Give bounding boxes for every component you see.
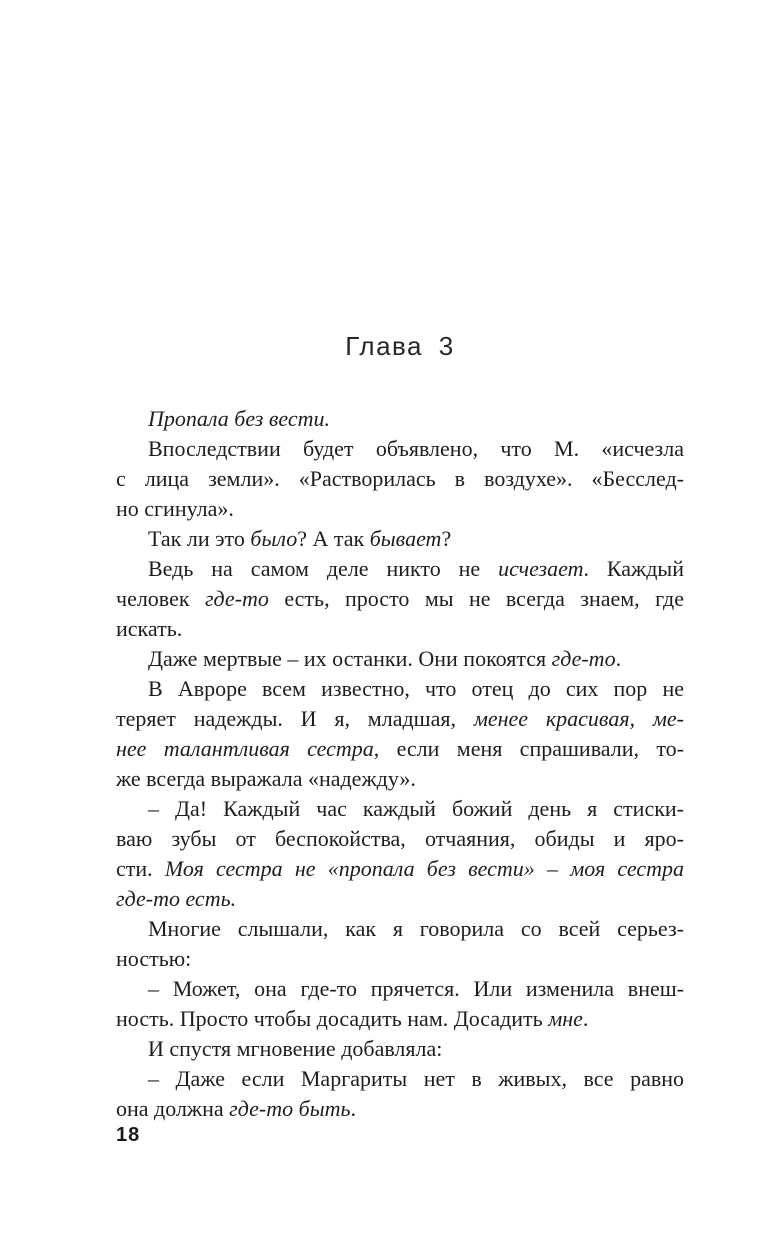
text-segment: сти.: [116, 856, 165, 881]
text-segment: , если меня спрашивали, то-: [373, 736, 684, 761]
page-number: 18: [116, 1124, 141, 1146]
text-segment: ваю зубы от беспокойства, отчаяния, обиды и яро-: [116, 826, 684, 851]
italic-text-segment: Моя сестра не «пропала без вести» – моя сестра: [164, 856, 684, 881]
text-segment: она должна: [116, 1096, 230, 1121]
text-line: [116, 944, 684, 974]
text-segment: – Даже если Маргариты нет в живых, все равно: [148, 1066, 684, 1091]
text-line: [116, 974, 684, 1004]
text-block: [116, 404, 684, 1124]
text-line: [116, 704, 684, 734]
italic-text-segment: нее талантливая сестра: [116, 736, 374, 761]
text-line: [116, 734, 684, 764]
text-segment: . Каждый: [583, 556, 684, 581]
text-line: [116, 554, 684, 584]
text-line: [116, 464, 684, 494]
italic-text-segment: Пропала без вести.: [148, 406, 331, 431]
text-line: [116, 914, 684, 944]
text-segment: .: [350, 1096, 356, 1121]
italic-text-segment: мне: [548, 1006, 583, 1031]
text-segment: с лица земли». «Растворилась в воздухе». «Бесслед-: [116, 466, 684, 491]
text-line: [116, 674, 684, 704]
italic-text-segment: менее красивая, ме-: [473, 706, 684, 731]
text-segment: человек: [116, 586, 205, 611]
text-segment: ? А так: [297, 526, 370, 551]
text-line: [116, 824, 684, 854]
text-line: [116, 584, 684, 614]
text-segment: ность. Просто чтобы досадить нам. Досадить: [116, 1006, 549, 1031]
chapter-heading: Глава 3: [345, 331, 455, 361]
text-line: [116, 434, 684, 464]
text-segment: В Авроре всем известно, что отец до сих пор не: [148, 676, 684, 701]
italic-text-segment: бывает: [369, 526, 442, 551]
paragraph: [116, 974, 684, 1034]
text-line: [116, 764, 684, 794]
text-line: [116, 854, 684, 884]
paragraph: [116, 554, 684, 644]
paragraph: [116, 674, 684, 794]
paragraph: [116, 794, 684, 914]
text-line: [116, 794, 684, 824]
italic-text-segment: было: [250, 526, 298, 551]
text-line: [116, 1004, 684, 1034]
italic-text-segment: где-то есть.: [116, 886, 237, 911]
paragraph: [116, 1064, 684, 1124]
text-segment: искать.: [116, 616, 183, 641]
text-line: [116, 494, 684, 524]
text-line: [116, 1094, 684, 1124]
text-segment: Даже мертвые – их останки. Они покоятся: [148, 646, 552, 671]
text-line: [116, 404, 684, 434]
text-segment: Впоследствии будет объявлено, что М. «исчезла: [148, 436, 684, 461]
text-segment: же всегда выражала «надежду».: [116, 766, 416, 791]
text-segment: ?: [441, 526, 452, 551]
paragraph: [116, 644, 684, 674]
text-segment: Многие слышали, как я говорила со всей серьез-: [148, 916, 684, 941]
text-segment: .: [582, 1006, 589, 1031]
paragraph: [116, 524, 684, 554]
text-line: [116, 1034, 684, 1064]
italic-text-segment: где-то быть: [229, 1096, 351, 1121]
text-segment: – Может, она где-то прячется. Или изменила внеш-: [148, 976, 684, 1001]
text-segment: .: [615, 646, 622, 671]
text-line: [116, 644, 684, 674]
text-segment: но сгинула».: [116, 496, 234, 521]
italic-text-segment: где-то: [204, 586, 269, 611]
text-line: [116, 1064, 684, 1094]
paragraph: [116, 1034, 684, 1064]
text-line: [116, 524, 684, 554]
paragraph: [116, 404, 684, 434]
italic-text-segment: исчезает: [498, 556, 584, 581]
text-line: [116, 614, 684, 644]
text-segment: ностью:: [116, 946, 192, 971]
text-segment: Так ли это: [148, 526, 251, 551]
text-segment: теряет надежды. И я, младшая,: [116, 706, 474, 731]
text-segment: есть, просто мы не всегда знаем, где: [268, 586, 684, 611]
text-segment: – Да! Каждый час каждый божий день я стиски-: [148, 796, 684, 821]
italic-text-segment: где-то: [551, 646, 616, 671]
text-segment: И спустя мгновение добавляла:: [148, 1036, 443, 1061]
text-segment: Ведь на самом деле никто не: [148, 556, 499, 581]
text-line: [116, 884, 684, 914]
paragraph: [116, 434, 684, 524]
paragraph: [116, 914, 684, 974]
